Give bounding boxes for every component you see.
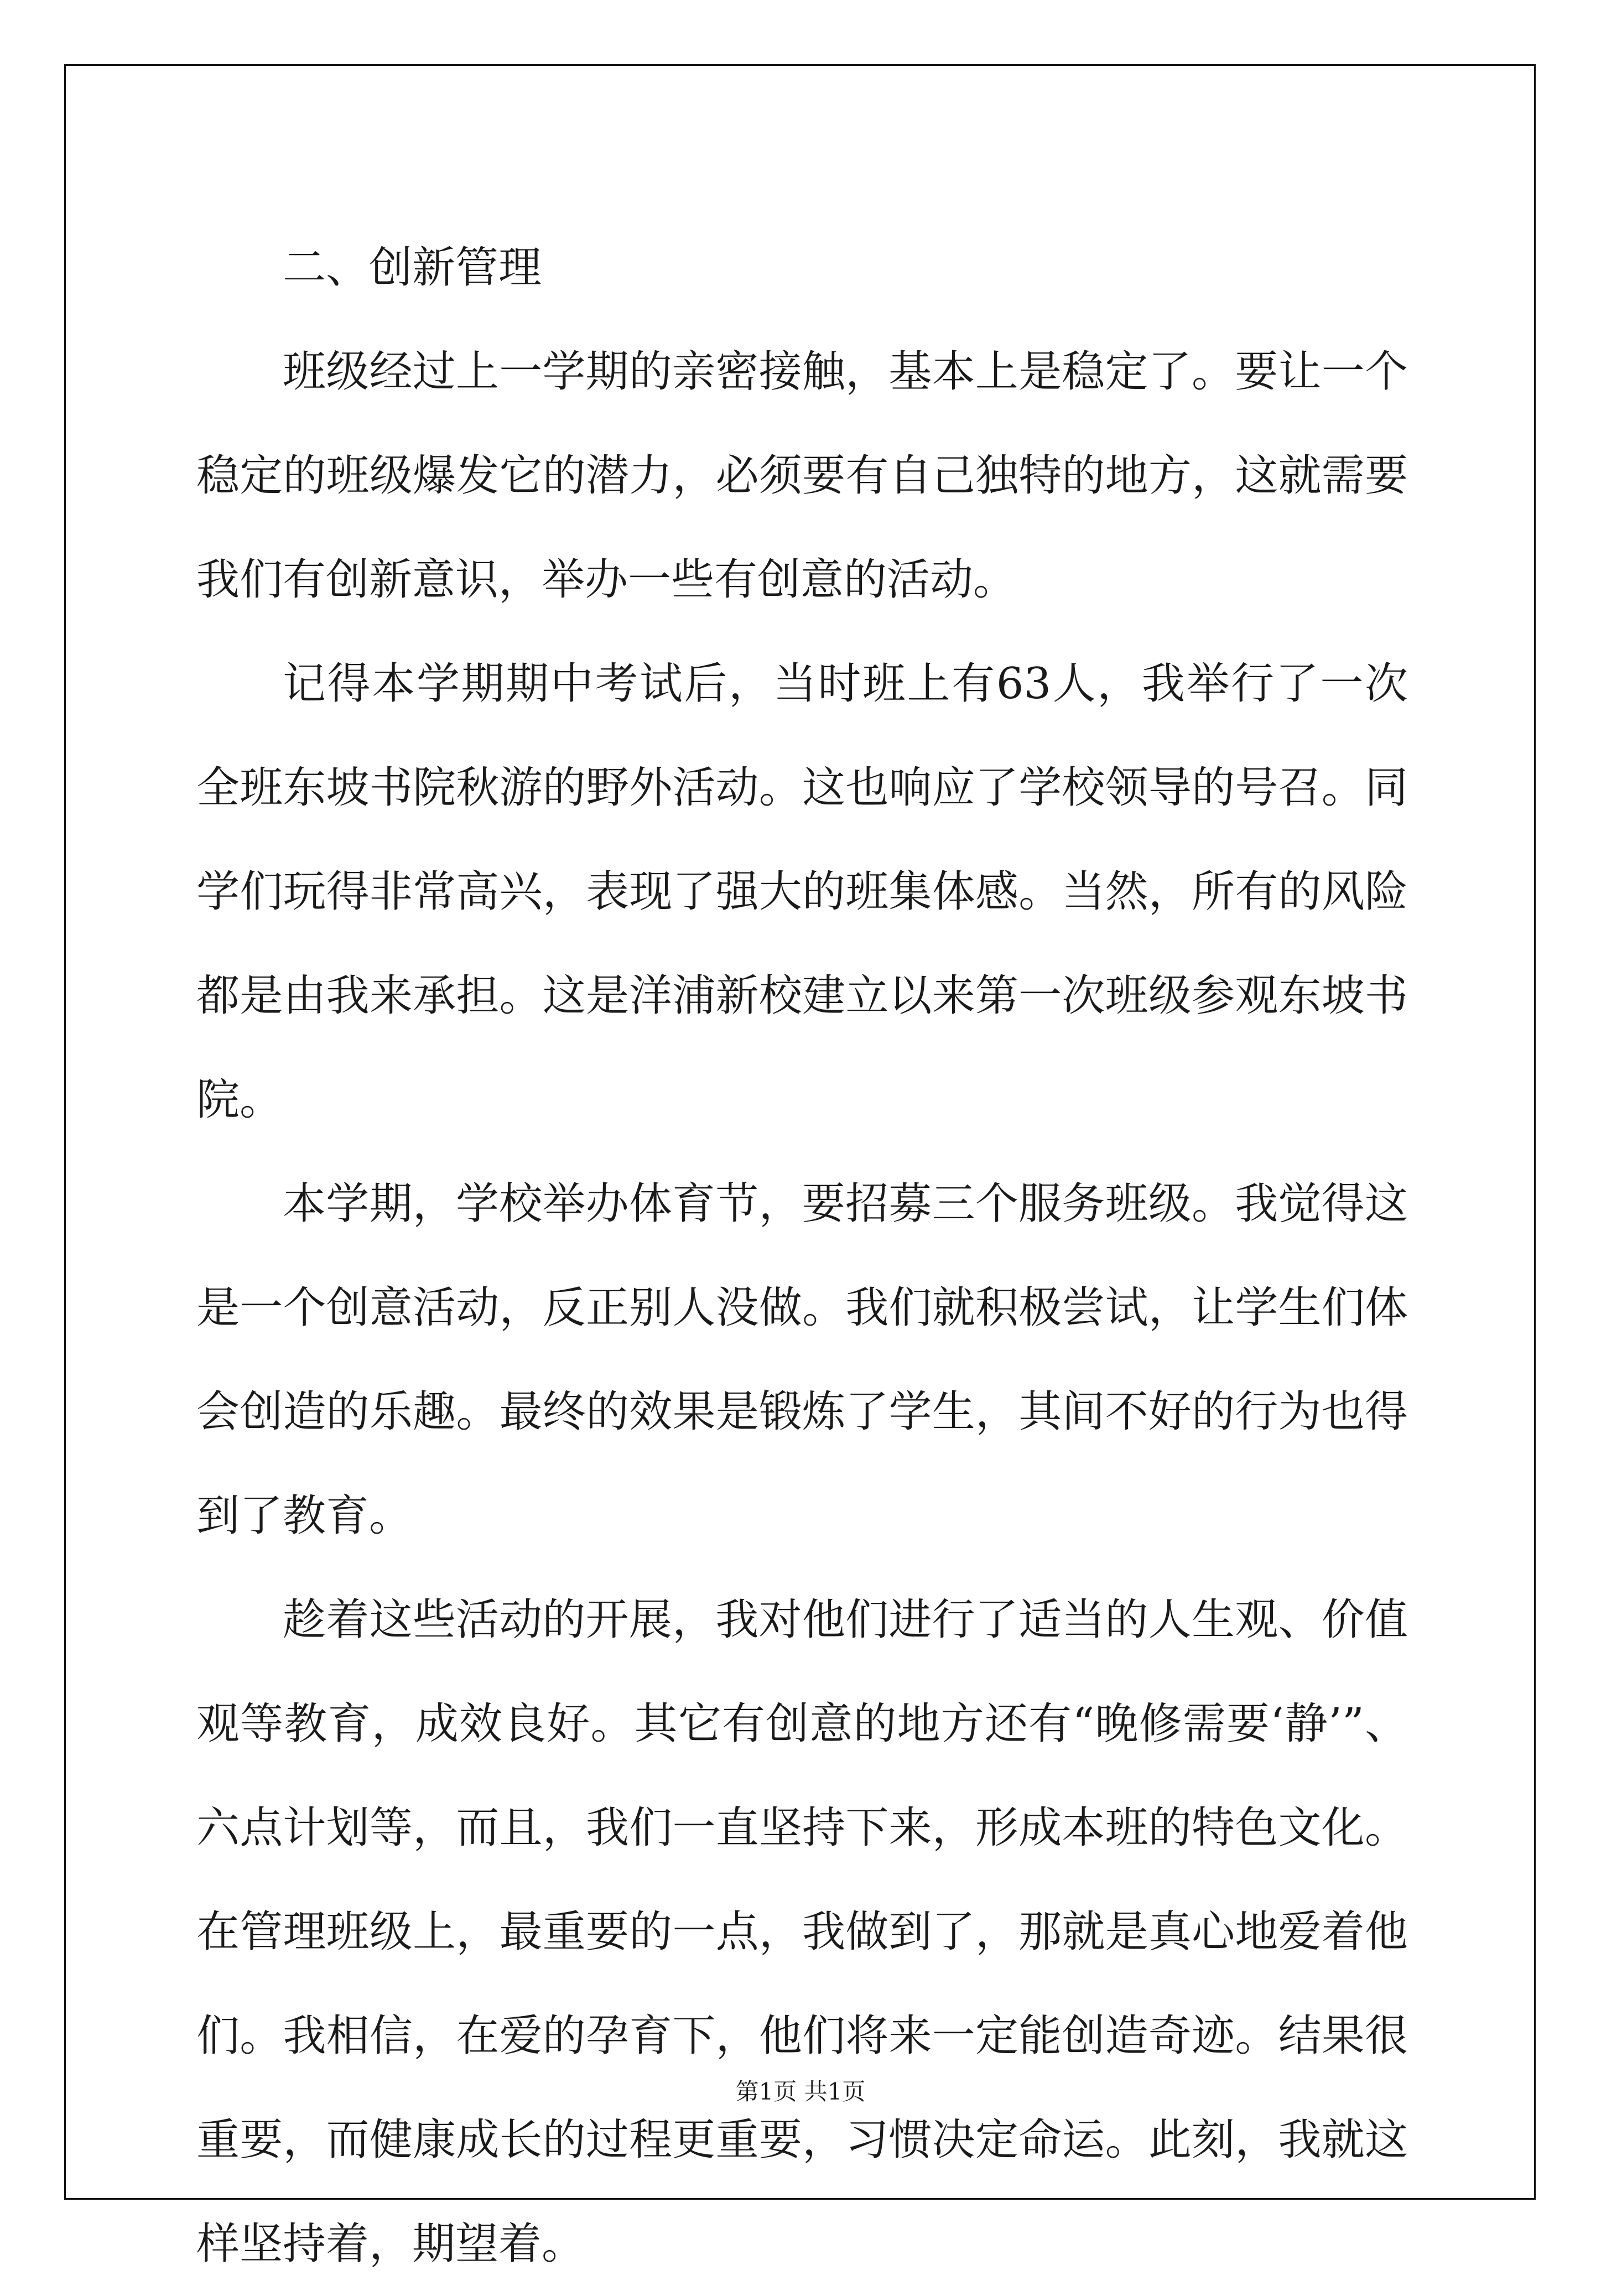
paragraph-4: 趁着这些活动的开展，我对他们进行了适当的人生观、价值观等教育，成效良好。其它有创意的地方还有“晚修需要‘静’”、六点计划等，而且，我们一直坚持下来，形成本班的特色文化。在管理班级上，最重要的一点，我做到了，那就是真心地爱着他们。我相信，在爱的孕育下，他们将来一定能创造奇迹。结果很重要，而健康成长的过程更重要，习惯决定命运。此刻，我就这样坚持着，期望着。 [196, 1595, 1408, 2269]
paragraph-1: 班级经过上一学期的亲密接触，基本上是稳定了。要让一个稳定的班级爆发它的潜力，必须要有自己独特的地方，这就需要我们有创新意识，举办一些有创意的活动。 [196, 347, 1408, 605]
section-heading: 二、创新管理 [283, 243, 542, 293]
page-number-footer: 第1页 共1页 [735, 2078, 866, 2105]
document-body [196, 216, 1408, 2296]
paragraph-2: 记得本学期期中考试后，当时班上有63人，我举行了一次全班东坡书院秋游的野外活动。这也响应了学校领导的号召。同学们玩得非常高兴，表现了强大的班集体感。当然，所有的风险都是由我来承担。这是洋浦新校建立以来第一次班级参观东坡书院。 [196, 659, 1408, 1125]
paragraph-3: 本学期，学校举办体育节，要招募三个服务班级。我觉得这是一个创意活动，反正别人没做。我们就积极尝试，让学生们体会创造的乐趣。最终的效果是锻炼了学生，其间不好的行为也得到了教育。 [196, 1179, 1408, 1541]
